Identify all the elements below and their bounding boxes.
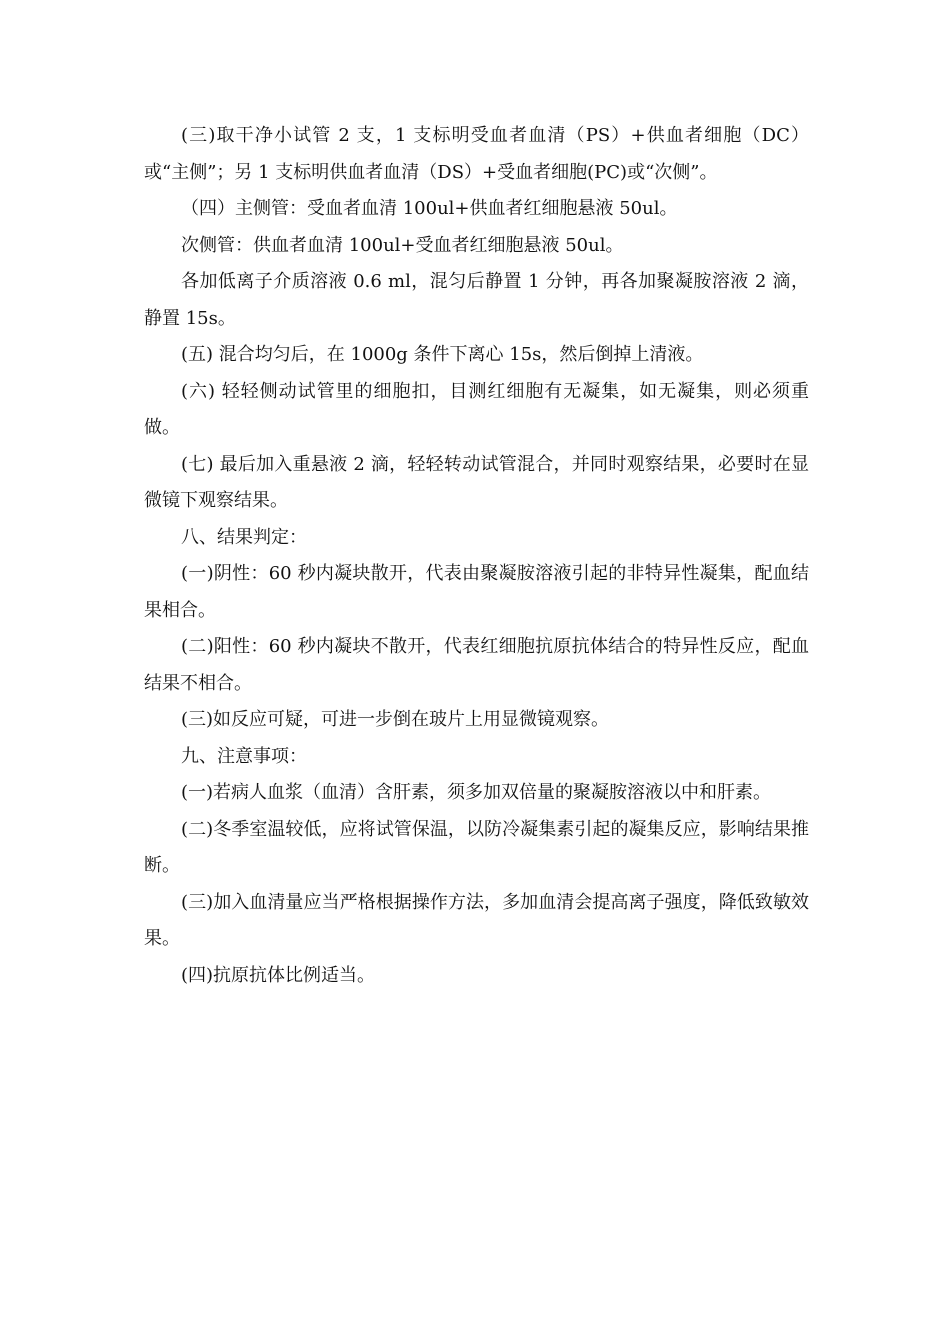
paragraph-minor-side-tube: 次侧管：供血者血清 100ul+受血者红细胞悬液 50ul。: [181, 234, 624, 256]
section-heading-precautions: 九、注意事项：: [181, 745, 307, 767]
paragraph-resuspend-observe: (七) 最后加入重悬液 2 滴，轻轻转动试管混合，并同时观察结果，必要时在显微镜下观察结果。: [144, 453, 809, 511]
paragraph-serum-volume-note: (三)加入血清量应当严格根据操作方法，多加血清会提高离子强度，降低致敏效果。: [144, 891, 809, 949]
paragraph-centrifuge-step: (五) 混合均匀后，在 1000g 条件下离心 15s，然后倒掉上清液。: [181, 344, 704, 365]
paragraph-antigen-antibody-ratio-note: (四)抗原抗体比例适当。: [181, 964, 376, 986]
paragraph-winter-temperature-note: (二)冬季室温较低，应将试管保温，以防冷凝集素引起的凝集反应，影响结果推断。: [144, 818, 809, 876]
paragraph-positive-result: (二)阳性：60 秒内凝块不散开，代表红细胞抗原抗体结合的特异性反应，配血结果不相合。: [144, 636, 809, 694]
section-heading-result-judgment: 八、结果判定：: [181, 526, 307, 548]
paragraph-doubtful-result: (三)如反应可疑，可进一步倒在玻片上用显微镜观察。: [181, 709, 610, 730]
paragraph-crossmatch-tube-labeling: (三)取干净小试管 2 支，1 支标明受血者血清（PS）+供血者细胞（DC）或“主侧”；另 1 支标明供血者血清（DS）+受血者细胞(PC)或“次侧”。: [144, 125, 809, 183]
document-body: [144, 118, 809, 994]
paragraph-observe-agglutination: (六) 轻轻侧动试管里的细胞扣，目测红细胞有无凝集，如无凝集，则必须重做。: [144, 380, 809, 438]
paragraph-major-side-tube: （四）主侧管：受血者血清 100ul+供血者红细胞悬液 50ul。: [181, 198, 678, 219]
paragraph-add-reagents: 各加低离子介质溶液 0.6 ml，混匀后静置 1 分钟，再各加聚凝胺溶液 2 滴，静置 15s。: [144, 271, 809, 329]
paragraph-negative-result: (一)阴性：60 秒内凝块散开，代表由聚凝胺溶液引起的非特异性凝集，配血结果相合。: [144, 563, 809, 621]
paragraph-heparin-note: (一)若病人血浆（血清）含肝素，须多加双倍量的聚凝胺溶液以中和肝素。: [181, 782, 772, 803]
